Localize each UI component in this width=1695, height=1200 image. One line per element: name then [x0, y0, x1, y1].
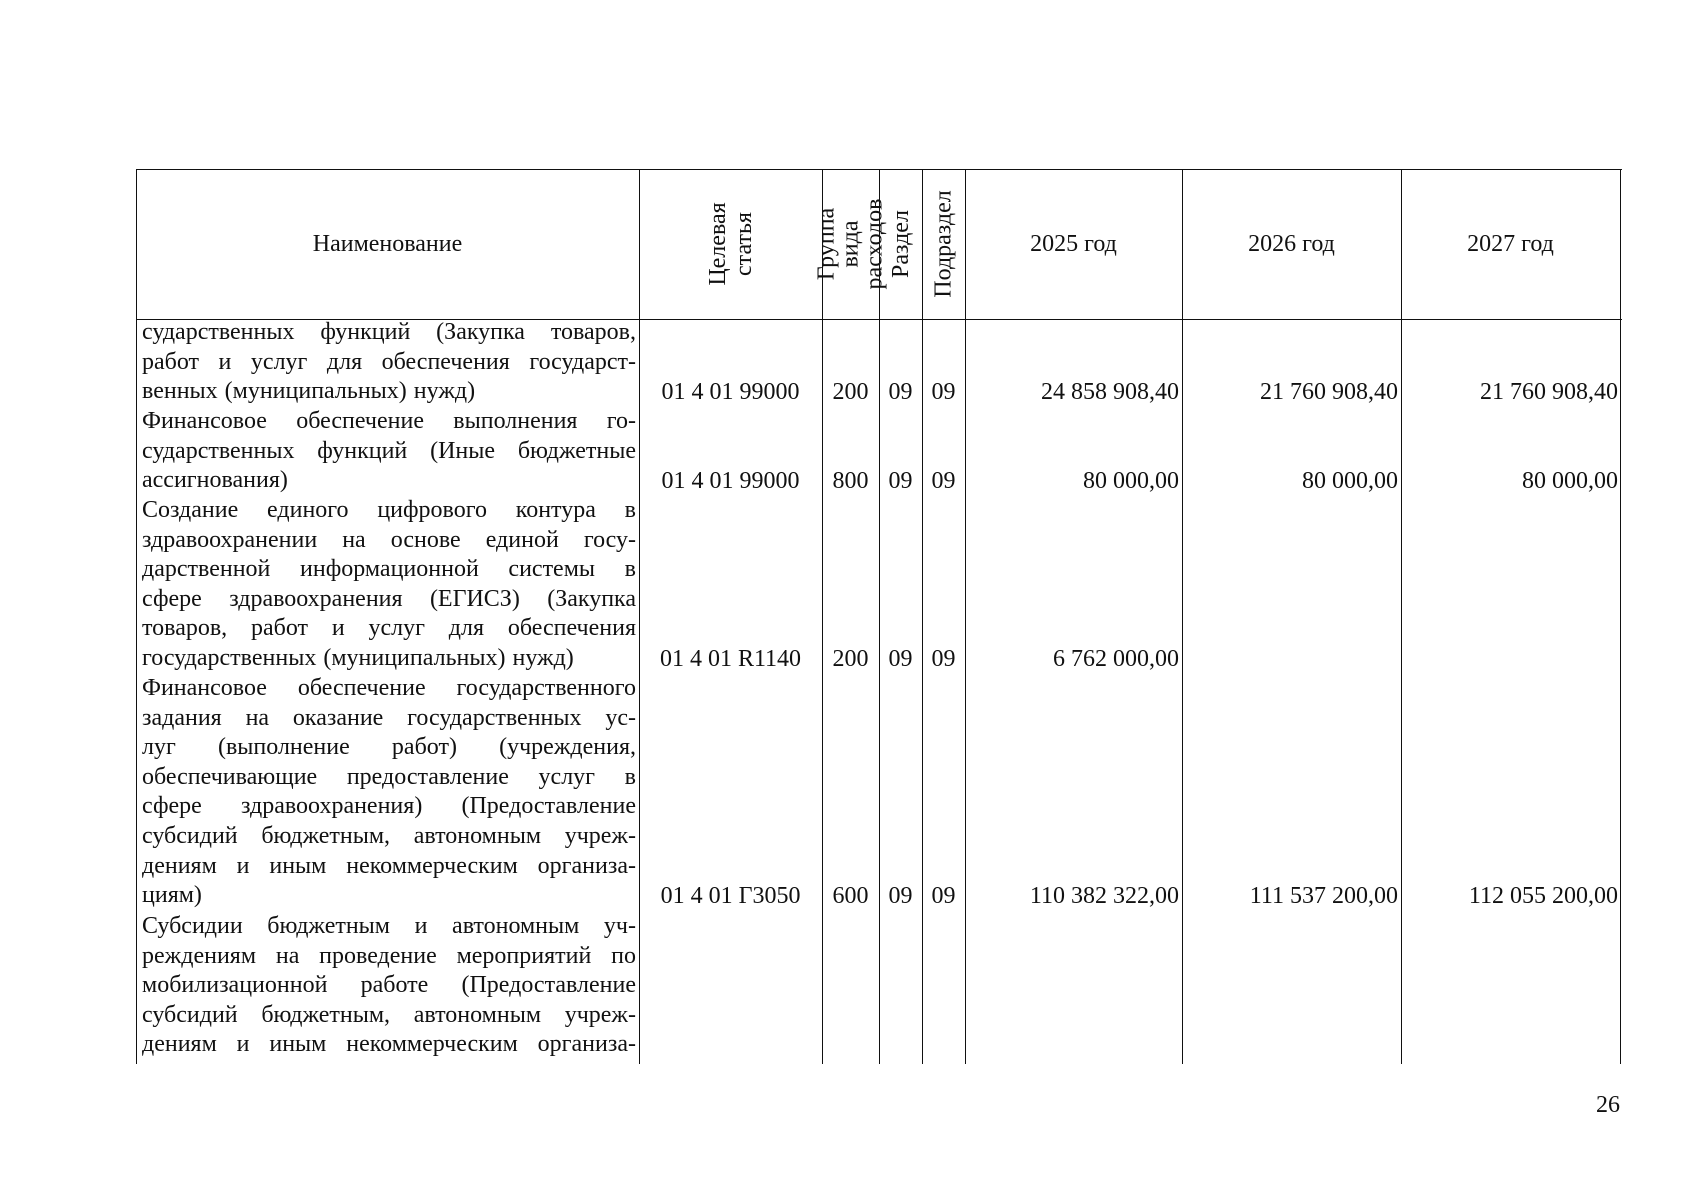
budget-table — [136, 169, 1623, 1064]
section-cell: 09 — [888, 883, 913, 909]
header-target-article: Целевая статья — [704, 202, 757, 286]
section-cell: 09 — [888, 468, 913, 494]
subsection-cell: 09 — [931, 379, 956, 405]
row-name: Субсидии бюджетным и автономным уч- реждениям на проведение мероприятий по мобилизационной работе (Предоставление субсидий бюджетным, автономным учреж- дениям и иным некоммерческим организа- — [142, 913, 636, 1058]
row-name: Финансовое обеспечение выполнения го- сударственных функций (Иные бюджетные ассигнования) — [142, 408, 636, 494]
target-article-cell: 01 4 01 Г3050 — [660, 883, 801, 909]
target-article-cell: 01 4 01 R1140 — [659, 646, 802, 672]
amount-2025-cell: 24 858 908,40 — [1041, 379, 1179, 405]
subsection-cell: 09 — [931, 883, 956, 909]
header-expense-group: Группа вида расходов — [813, 198, 888, 290]
expense-group-cell: 600 — [832, 883, 869, 909]
header-2027: 2027 год — [1467, 231, 1554, 257]
row-name: Создание единого цифрового контура в здравоохранении на основе единой госу- дарственной информационной системы в сфере здравоохранения (ЕГИСЗ) (Закупка товаров, работ и услуг для обеспечения государственных (муниципальных) нужд) — [142, 497, 636, 671]
header-name: Наименование — [312, 231, 463, 257]
subsection-cell: 09 — [931, 646, 956, 672]
page-number: 26 — [1596, 1092, 1620, 1118]
amount-2027-cell: 80 000,00 — [1522, 468, 1618, 494]
header-section: Раздел — [887, 210, 914, 278]
expense-group-cell: 200 — [832, 646, 869, 672]
amount-2027-cell: 21 760 908,40 — [1480, 379, 1618, 405]
header-subsection: Подраздел — [930, 190, 957, 298]
section-cell: 09 — [888, 646, 913, 672]
section-cell: 09 — [888, 379, 913, 405]
header-2025: 2025 год — [1030, 231, 1117, 257]
amount-2026-cell: 21 760 908,40 — [1260, 379, 1398, 405]
amount-2026-cell: 80 000,00 — [1302, 468, 1398, 494]
amount-2025-cell: 6 762 000,00 — [1053, 646, 1179, 672]
expense-group-cell: 800 — [832, 468, 869, 494]
row-name: сударственных функций (Закупка товаров, работ и услуг для обеспечения государст- венных (муниципальных) нужд) — [142, 319, 636, 405]
header-2026: 2026 год — [1248, 231, 1335, 257]
row-name: Финансовое обеспечение государственного задания на оказание государственных ус- луг (выполнение работ) (учреждения, обеспечивающие предоставление услуг в сфере здравоохранения) (Предоставление субсидий бюджетным, автономным учреж- дениям и иным некоммерческим организа- циям) — [142, 675, 636, 909]
amount-2025-cell: 110 382 322,00 — [1029, 883, 1179, 909]
amount-2026-cell: 111 537 200,00 — [1249, 883, 1398, 909]
target-article-cell: 01 4 01 99000 — [661, 468, 800, 494]
subsection-cell: 09 — [931, 468, 956, 494]
expense-group-cell: 200 — [832, 379, 869, 405]
amount-2025-cell: 80 000,00 — [1083, 468, 1179, 494]
amount-2027-cell: 112 055 200,00 — [1468, 883, 1618, 909]
target-article-cell: 01 4 01 99000 — [661, 379, 800, 405]
